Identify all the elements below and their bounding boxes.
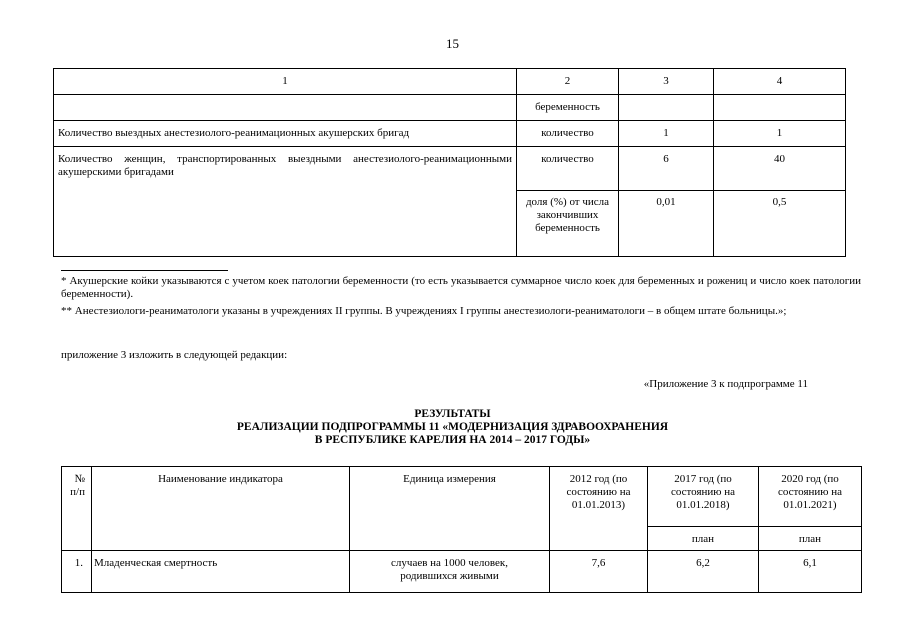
table-row — [54, 95, 846, 121]
column-header-number: № п/п — [62, 467, 92, 551]
indicators-table-continued — [53, 68, 846, 257]
column-header-2012: 2012 год (по состоянию на 01.01.2013) — [550, 467, 648, 551]
value-2020: 6,1 — [759, 551, 862, 593]
value-cell — [619, 95, 714, 121]
indicator-name: Количество выездных анестезиолого-реанимационных акушерских бригад — [54, 121, 517, 147]
plan-label-2020: план — [759, 527, 862, 551]
document-title-line: В РЕСПУБЛИКЕ КАРЕЛИЯ НА 2014 – 2017 ГОДЫ» — [314, 434, 591, 446]
table-header-row — [62, 467, 862, 527]
column-header-2020: 2020 год (по состоянию на 01.01.2021) — [759, 467, 862, 527]
column-header-2017: 2017 год (по состоянию на 01.01.2018) — [648, 467, 759, 527]
plan-label-2017: план — [648, 527, 759, 551]
page-number: 15 — [446, 36, 459, 51]
unit-cell: количество — [517, 121, 619, 147]
column-header: 4 — [714, 69, 846, 95]
indicator-name — [54, 95, 517, 121]
row-number: 1. — [62, 551, 92, 593]
value-cell: 0,01 — [619, 191, 714, 257]
footnote-2: ** Анестезиологи-реаниматологи указаны в учреждениях II группы. В учреждениях I группы анестезиологи-реаниматологи – в общем штате больницы.»; — [61, 305, 787, 317]
table-row — [54, 147, 846, 191]
column-header: 1 — [54, 69, 517, 95]
value-cell — [714, 95, 846, 121]
table-row — [54, 121, 846, 147]
document-title-line: РЕАЛИЗАЦИИ ПОДПРОГРАММЫ 11 «МОДЕРНИЗАЦИЯ ЗДРАВООХРАНЕНИЯ — [236, 421, 669, 433]
indicator-name: Количество женщин, транспортированных выездными анестезиолого-реанимационными акушерскими бригадами — [54, 147, 517, 257]
value-cell: 6 — [619, 147, 714, 191]
value-2017: 6,2 — [648, 551, 759, 593]
unit-cell: количество — [517, 147, 619, 191]
column-header: 3 — [619, 69, 714, 95]
table-header-row — [54, 69, 846, 95]
unit-cell: доля (%) от числа закончивших беременность — [517, 191, 619, 257]
table-row — [62, 551, 862, 593]
unit-cell: беременность — [517, 95, 619, 121]
instruction-text: приложение 3 изложить в следующей редакции: — [61, 349, 288, 361]
column-header: 2 — [517, 69, 619, 95]
appendix-reference: «Приложение 3 к подпрограмме 11 — [643, 378, 808, 390]
footnote-1: * Акушерские койки указываются с учетом коек патологии беременности (то есть указывается суммарное число коек для беременных и рожениц и число коек патологии беременности). — [61, 275, 861, 300]
footnote-separator — [61, 270, 228, 271]
value-cell: 0,5 — [714, 191, 846, 257]
indicator-name: Младенческая смертность — [92, 551, 350, 593]
value-cell: 40 — [714, 147, 846, 191]
results-table — [61, 466, 862, 593]
value-2012: 7,6 — [550, 551, 648, 593]
value-cell: 1 — [714, 121, 846, 147]
column-header-unit: Единица измерения — [350, 467, 550, 551]
column-header-indicator: Наименование индикатора — [92, 467, 350, 551]
value-cell: 1 — [619, 121, 714, 147]
document-title: РЕЗУЛЬТАТЫ — [414, 408, 491, 420]
unit-cell: случаев на 1000 человек, родившихся живыми — [350, 551, 550, 593]
